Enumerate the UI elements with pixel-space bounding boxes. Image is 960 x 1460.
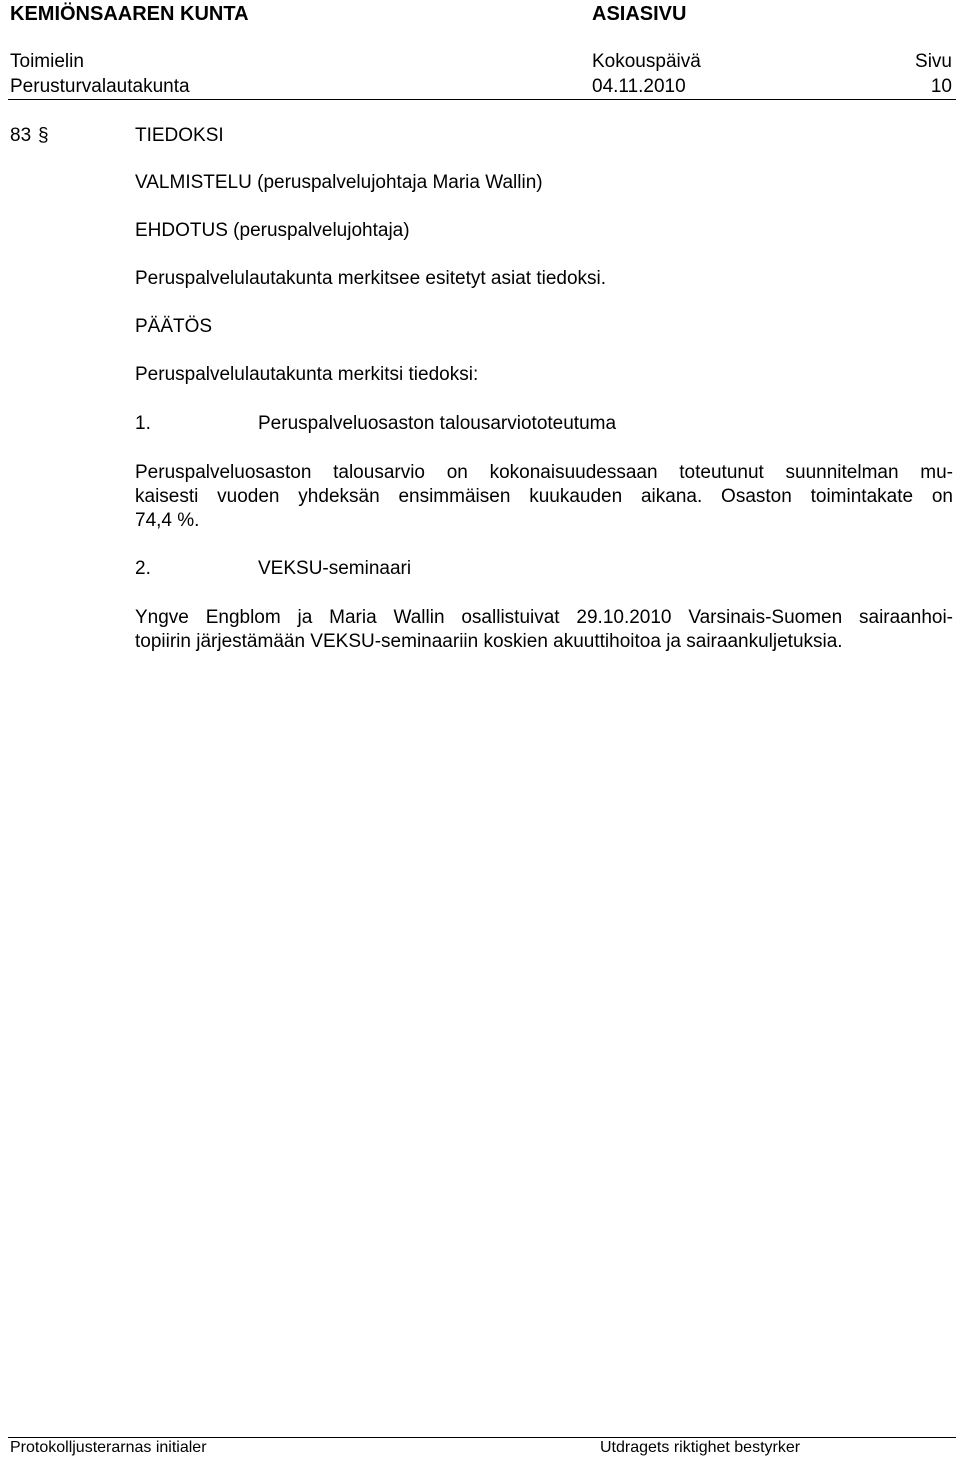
body-label: Toimielin (10, 51, 84, 72)
subitem-2-line-2: topiirin järjestämään VEKSU-seminaariin koskien akuuttihoitoa ja sairaankuljetuksia. (135, 631, 843, 652)
decision-heading: PÄÄTÖS (135, 316, 213, 337)
page-number: 10 (930, 76, 952, 97)
subitem-1-line-1: Peruspalveluosaston talousarvio on kokonaisuudessaan toteutunut suunnitelman mu- (135, 462, 953, 483)
subitem-2-title: VEKSU-seminaari (258, 558, 412, 579)
item-title: TIEDOKSI (135, 125, 224, 146)
subitem-1-number: 1. (135, 413, 151, 434)
subitem-1-line-2: kaisesti vuoden yhdeksän ensimmäisen kuukauden aikana. Osaston toimintakate on (135, 486, 953, 507)
subitem-2-line-1: Yngve Engblom ja Maria Wallin osallistuivat 29.10.2010 Varsinais-Suomen sairaanhoi- (135, 607, 953, 628)
subitem-2-paragraph (135, 606, 953, 654)
meeting-date: 04.11.2010 (592, 76, 686, 97)
footer-divider (8, 1437, 956, 1438)
proposal-heading: EHDOTUS (peruspalvelujohtaja) (135, 220, 410, 241)
document-type: ASIASIVU (592, 3, 687, 25)
subitem-1-paragraph (135, 461, 953, 533)
section-symbol: § (38, 125, 49, 146)
footer-initials-label: Protokolljusterarnas initialer (10, 1439, 207, 1456)
body-value: Perusturvalautakunta (10, 76, 190, 97)
footer-certification-label: Utdragets riktighet bestyrker (600, 1439, 801, 1456)
page-label: Sivu (915, 51, 952, 72)
preparation-line: VALMISTELU (peruspalvelujohtaja Maria Wallin) (135, 172, 543, 193)
date-label: Kokouspäivä (592, 51, 701, 72)
subitem-1-line-3: 74,4 %. (135, 510, 200, 531)
proposal-text: Peruspalvelulautakunta merkitsee esitetyt asiat tiedoksi. (135, 268, 607, 289)
item-number: 83 (10, 125, 32, 146)
decision-text: Peruspalvelulautakunta merkitsi tiedoksi: (135, 364, 479, 385)
header-divider (8, 99, 956, 100)
municipality-name: KEMIÖNSAAREN KUNTA (10, 3, 249, 25)
subitem-1-title: Peruspalveluosaston talousarviototeutuma (258, 413, 617, 434)
subitem-2-number: 2. (135, 558, 151, 579)
